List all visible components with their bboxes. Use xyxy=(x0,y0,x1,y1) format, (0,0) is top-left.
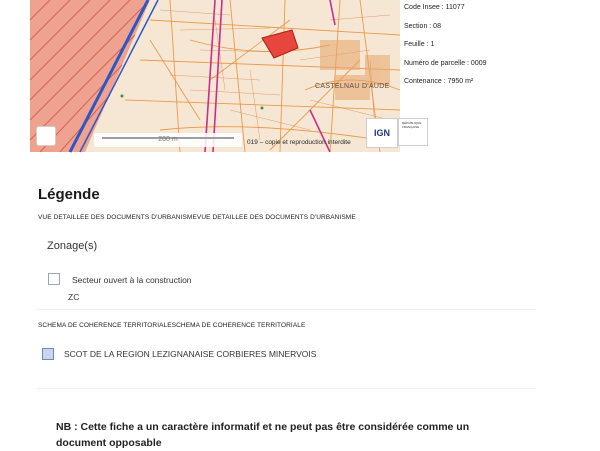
map-canvas xyxy=(30,0,400,152)
scot-item-label: SCOT DE LA REGION LEZIGNANAISE CORBIERES MINERVOIS xyxy=(64,349,317,359)
scale-label: 200 m xyxy=(158,136,178,143)
parcel-info xyxy=(404,4,487,97)
urbanism-section-header: VUE DETAILLEE DES DOCUMENTS D'URBANISMEVUE DETAILLEE DES DOCUMENTS D'URBANISME xyxy=(38,214,356,221)
code-insee: Code Insee : 11077 xyxy=(404,4,465,11)
copyright-notice: 019 – copie et reproduction interdite xyxy=(247,139,351,146)
disclaimer-note: NB : Cette fiche a un caractère informatif et ne peut pas être considérée comme un document opposable xyxy=(56,421,470,449)
map-control-button[interactable] xyxy=(36,126,56,146)
parcel-highlight xyxy=(262,30,298,58)
section: Section : 08 xyxy=(404,22,441,30)
zone-item-label: Secteur ouvert à la construction xyxy=(72,275,192,285)
ign-logo: IGN xyxy=(366,118,398,148)
scot-checkbox[interactable] xyxy=(42,348,54,360)
contenance: Contenance : 7950 m² xyxy=(404,78,474,85)
zone-code: ZC xyxy=(68,292,80,302)
legend-title: Légende xyxy=(38,186,100,203)
zonage-title: Zonage(s) xyxy=(47,240,98,252)
scot-section-header: SCHEMA DE COHERENCE TERRITORIALESCHEMA DE COHERENCE TERRITORIALE xyxy=(38,322,306,329)
town-label: CASTELNAU D'AUDE xyxy=(315,83,390,90)
scale-bar xyxy=(94,133,242,147)
zone-checkbox[interactable] xyxy=(48,273,60,285)
parcel-number: Numéro de parcelle : 0009 xyxy=(404,59,487,67)
government-logo: RÉPUBLIQUE FRANÇAISE xyxy=(398,118,428,146)
feuille: Feuille : 1 xyxy=(404,41,435,48)
